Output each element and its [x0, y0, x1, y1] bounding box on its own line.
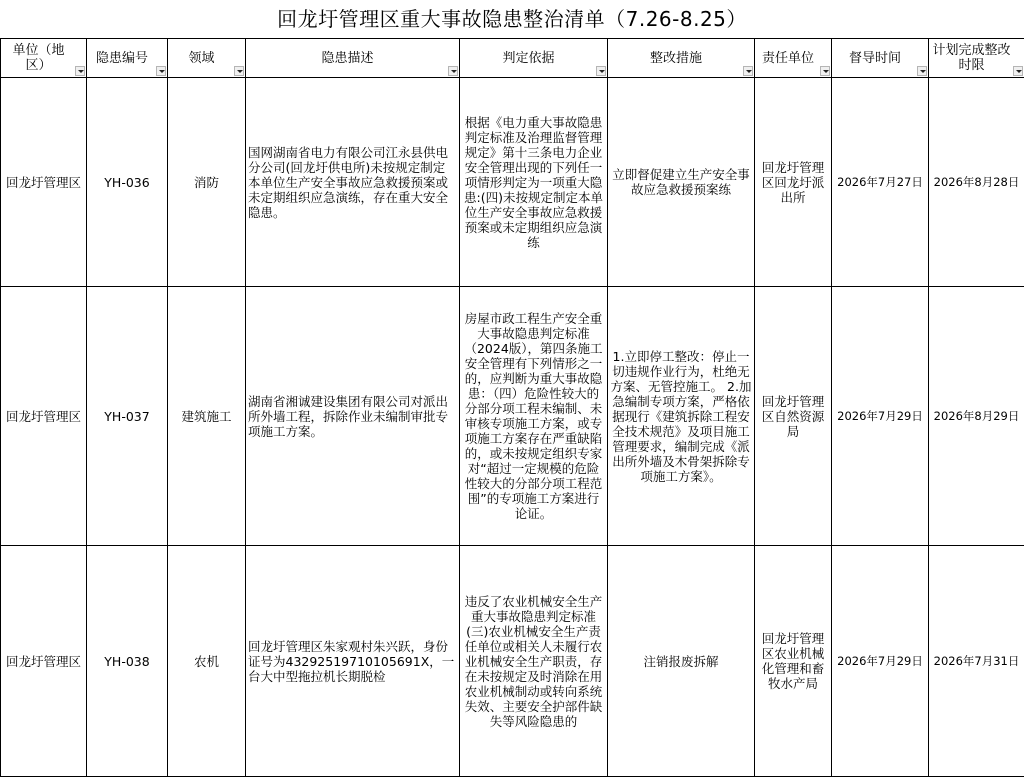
table-row: [1, 78, 1024, 287]
filter-dropdown-icon[interactable]: [234, 66, 244, 76]
cell-basis[interactable]: 违反了农业机械安全生产重大事故隐患判定标准(三)农业机械安全生产责任单位或相关人未履行农业机械安全生产职责，存在未按规定及时消除在用农业机械制动或转向系统失效、主要安全护部件缺失等风险隐患的: [460, 546, 608, 777]
filter-dropdown-icon[interactable]: [743, 66, 753, 76]
cell-deadline[interactable]: 2026年8月29日: [929, 287, 1024, 546]
filter-dropdown-icon[interactable]: [75, 66, 85, 76]
cell-description[interactable]: 湖南省湘诚建设集团有限公司对派出所外墙工程，拆除作业未编制审批专项施工方案。: [246, 287, 460, 546]
cell-basis[interactable]: 根据《电力重大事故隐患判定标准及治理监督管理规定》第十三条电力企业安全管理出现的下列任一项情形判定为一项重大隐患:(四)未按规定制定本单位生产安全事故应急救援预案或未定期组织应急演练: [460, 78, 608, 287]
cell-supervise[interactable]: 2026年7月29日: [832, 287, 929, 546]
cell-description[interactable]: 国网湖南省电力有限公司江永县供电分公司(回龙圩供电所)未按规定制定本单位生产安全事故应急救援预案或未定期组织应急演练，存在重大安全隐患。: [246, 78, 460, 287]
cell-unit[interactable]: 回龙圩管理区: [1, 78, 87, 287]
cell-measure[interactable]: 注销报废拆解: [608, 546, 755, 777]
header-supervise: 督导时间: [832, 39, 929, 78]
cell-field[interactable]: 消防: [168, 78, 246, 287]
table-row: [1, 287, 1024, 546]
header-deadline: 计划完成整改时限: [929, 39, 1024, 78]
cell-id[interactable]: YH-036: [87, 78, 168, 287]
cell-unit[interactable]: 回龙圩管理区: [1, 287, 87, 546]
cell-unit[interactable]: 回龙圩管理区: [1, 546, 87, 777]
sheet-title: 回龙圩管理区重大事故隐患整治清单（7.26-8.25）: [0, 0, 1024, 38]
header-row: [1, 39, 1024, 78]
header-measure: 整改措施: [608, 39, 755, 78]
filter-dropdown-icon[interactable]: [1013, 66, 1023, 76]
filter-dropdown-icon[interactable]: [596, 66, 606, 76]
header-basis: 判定依据: [460, 39, 608, 78]
cell-supervise[interactable]: 2026年7月29日: [832, 546, 929, 777]
cell-responsible[interactable]: 回龙圩管理区农业机械化管理和畜牧水产局: [755, 546, 832, 777]
header-responsible: 责任单位: [755, 39, 832, 78]
filter-dropdown-icon[interactable]: [820, 66, 830, 76]
cell-supervise[interactable]: 2026年7月27日: [832, 78, 929, 287]
hazard-table: [0, 38, 1024, 777]
cell-measure[interactable]: 1.立即停工整改：停止一切违规作业行为，杜绝无方案、无管控施工。 2.加急编制专项方案，严格依据现行《建筑拆除工程安全技术规范》及项目施工管理要求，编制完成《派出所外墙及木骨架拆除专项施工方案》。: [608, 287, 755, 546]
filter-dropdown-icon[interactable]: [917, 66, 927, 76]
filter-dropdown-icon[interactable]: [156, 66, 166, 76]
cell-id[interactable]: YH-037: [87, 287, 168, 546]
header-field: 领域: [168, 39, 246, 78]
cell-basis[interactable]: 房屋市政工程生产安全重大事故隐患判定标准（2024版），第四条施工安全管理有下列情形之一的，应判断为重大事故隐患：（四）危险性较大的分部分项工程未编制、未审核专项施工方案，或专项施工方案存在严重缺陷的，或未按规定组织专家对“超过一定规模的危险性较大的分部分项工程范围”的专项施工方案进行论证。: [460, 287, 608, 546]
header-description: 隐患描述: [246, 39, 460, 78]
cell-field[interactable]: 建筑施工: [168, 287, 246, 546]
cell-responsible[interactable]: 回龙圩管理区回龙圩派出所: [755, 78, 832, 287]
cell-responsible[interactable]: 回龙圩管理区自然资源局: [755, 287, 832, 546]
cell-deadline[interactable]: 2026年7月31日: [929, 546, 1024, 777]
table-row: [1, 546, 1024, 777]
header-unit: 单位（地区）: [1, 39, 87, 78]
cell-id[interactable]: YH-038: [87, 546, 168, 777]
cell-deadline[interactable]: 2026年8月28日: [929, 78, 1024, 287]
cell-description[interactable]: 回龙圩管理区朱家观村朱兴跃，身份证号为43292519710105691X，一台大中型拖拉机长期脱检: [246, 546, 460, 777]
header-id: 隐患编号: [87, 39, 168, 78]
cell-field[interactable]: 农机: [168, 546, 246, 777]
filter-dropdown-icon[interactable]: [448, 66, 458, 76]
cell-measure[interactable]: 立即督促建立生产安全事故应急救援预案练: [608, 78, 755, 287]
